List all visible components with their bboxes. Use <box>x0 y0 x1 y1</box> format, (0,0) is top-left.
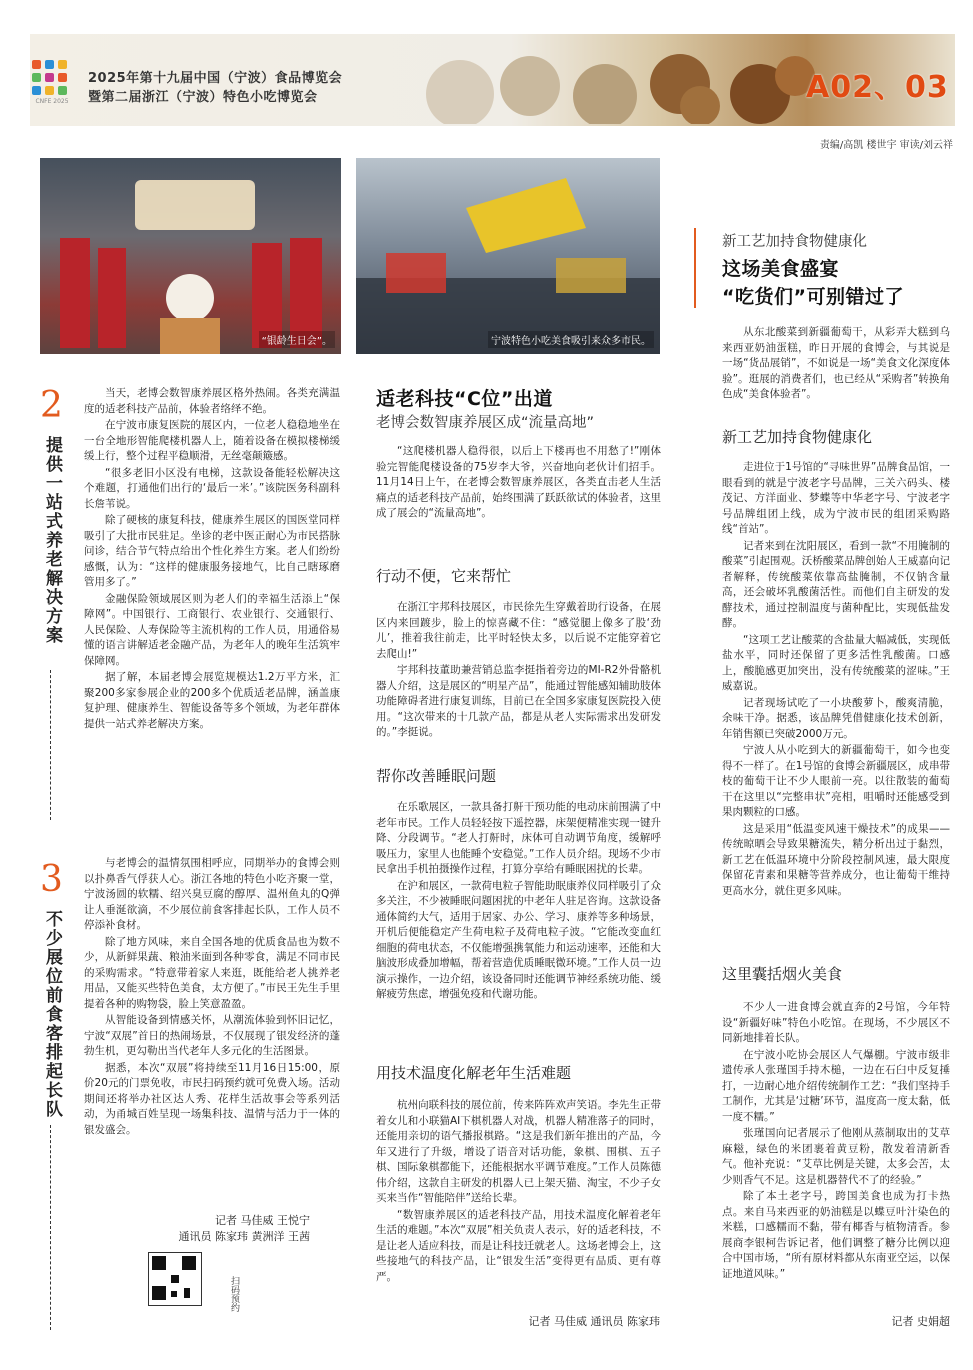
paragraph: “这爬楼机器人稳得很，以后上下楼再也不用愁了!”刚体验完智能爬楼设备的75岁李大爷，兴奋地向老伙计们招手。11月14日上午，在老博会数智康养展区，各类直击老人生活痛点的适老科技产品前，始终围满了跃跃欲试的体验者，这里成了展会的“流量高地”。 <box>376 445 661 519</box>
paragraph: 从智能设备到情感关怀，从潮流体验到怀旧记忆，宁波“双展”首日的热闹场景，不仅展现了银发经济的蓬勃生机，更勾勒出当代老年人多元化的生活图景。 <box>84 1014 340 1057</box>
fair-title-line1: 2025年第十九届中国（宁波）食品博览会 <box>88 71 343 86</box>
paragraph: 在沪和展区，一款荷电粒子智能助眠康养仪同样吸引了众多关注，不少被睡眠问题困扰的中老年人驻足咨询。这款设备通体简约大气，适用于居家、办公、学习、康养等多种场景，开机后便能稳定产生荷电粒子及荷电粒子波。“它能改变血红细胞的荷电状态，不仅能增强携氧能力和运动速率，还能和大脑波形成叠加增幅，帮着营造优质睡眠微环境。”工作人员一边演示操作，一边介绍，该设备同时还能调节神经系统功能、缓解疲劳焦虑，增强免疫和代谢功能。 <box>376 879 661 1000</box>
birthday-scene-graphic <box>40 158 341 354</box>
paragraph: 除了硬核的康复科技，健康养生展区的国医堂同样吸引了大批市民驻足。坐诊的老中医正耐心为市民搭脉问诊，结合节气特点给出个性化养生方案。老人们纷纷感慨，认为：“这样的健康服务接地气，比自己瞎琢磨管用多了。” <box>84 514 340 588</box>
expo-logo <box>32 60 68 96</box>
middle-body-2 <box>376 800 661 1004</box>
right-headline-line1: 这场美食盛宴 <box>722 258 840 280</box>
paragraph: 不少人一进食博会就直奔的2号馆，今年特设“新疆好味”特色小吃馆。在现场，不少展区不同新地排着长队。 <box>722 1001 950 1044</box>
right-subhead-1: 新工艺加持食物健康化 <box>722 428 873 446</box>
middle-subhead-1: 行动不便，它来帮忙 <box>376 567 512 585</box>
paragraph: 当天，老博会数智康养展区格外热闹。各类充满温度的适老科技产品前，体验者络绎不绝。 <box>84 387 340 415</box>
staff-credits: 责编/高凯 楼世宇 审读/刘云祥 <box>819 140 953 151</box>
right-lead <box>722 325 950 404</box>
paragraph: 杭州向联科技的展位前，传来阵阵欢声笑语。李先生正带着女儿和小联猫AI下棋机器人对战，机器人精准落子的同时，还能用亲切的语气播报棋路。“这是我们新年推出的产品，今年又进行了升级，增设了语音对话功能，象棋、围棋、五子棋、国际象棋都能下，还能根据水平调节难度。”工作人员陈德伟介绍，这款自主研发的机器人已上架天猫、淘宝，不少子女买来当作“智能陪伴”送给长辈。 <box>376 1099 661 1204</box>
paragraph: 在浙江宇邦科技展区，市民徐先生穿戴着助行设备，在展区内来回踱步，脸上的惊喜藏不住：“感觉腿上像多了股‘劲儿’，推着我往前走，比平时轻快太多，以后说不定能穿着它去爬山!” <box>376 601 661 660</box>
section3-number: 3 <box>40 859 63 900</box>
paragraph: 这是采用“低温变风速干燥技术”的成果——传统晾晒会导致果糖流失，精分析出过于黏烈，新工艺在低温环境中分阶段控制风速，最大限度保留花青素和果糖等营养成分，也让葡萄干维持更高水分，就住更多风味。 <box>722 822 950 897</box>
middle-subhead-3: 用技术温度化解老年生活难题 <box>376 1064 572 1082</box>
paragraph: 在乐歌展区，一款具备打鼾干预功能的电动床前围满了中老年市民。工作人员轻轻按下遥控器，床架便精准实现一键升降、分段调节。“老人打鼾时，床体可自动调节角度，缓解呼吸压力，家里人也能睡个安稳觉。”工作人员介绍。现场不少市民拿出手机拍摄操作过程，打算分享给有睡眠困扰的长辈。 <box>376 801 661 875</box>
section2-title: 提供一站式养老解决方案 <box>42 436 62 645</box>
paragraph: 除了本土老字号，跨国美食也成为打卡热点。来自马来西亚的奶油糕是以蝶豆叶汁染色的米糕，口感糯而不黏，带有椰香与植物清香。参展商李银柯告诉记者，他们调整了糖分比例以迎合中国市场，“所有原材料都从东南亚空运，以保证地道风味。” <box>722 1190 950 1280</box>
right-kicker: 新工艺加持食物健康化 <box>722 234 867 250</box>
right-byline: 记者 史娟超 <box>891 1315 950 1328</box>
paragraph: 在宁波小吃协会展区人气爆棚。宁波市级非遗传承人张瑾国手持木槌，一边在石臼中反复捶打，一边耐心地介绍传统制作工艺：“我们坚持手工制作，尤其是‘过糖’环节，温度高一度太黏，低一度不糯。” <box>722 1048 950 1123</box>
paragraph: “很多老旧小区没有电梯，这款设备能轻松解决这个难题，打通他们出行的‘最后一米’。”该院医务科副科长詹苇说。 <box>84 466 340 510</box>
middle-subhead-2: 帮你改善睡眠问题 <box>376 767 497 785</box>
paragraph: 从东北酸菜到新疆葡萄干，从彩弄大糕到乌来西亚奶油蛋糕，昨日开展的食博会，与其说是一场“货品展销”，不如说是一场“美食文化深度体验”。逛展的消费者们，也已经从“采购者”转换角色成“美食体验者”。 <box>722 326 950 400</box>
paragraph: 宇邦科技董助兼营销总监李挺指着旁边的MI-R2外骨骼机器人介绍，这是展区的“明星产品”，能通过智能感知辅助肢体功能障碍者进行康复训练，目前已在全国多家康复医院投入使用。“这次带来的十几款产品，都是从老人实际需求出发研发的。”李挺说。 <box>376 664 661 738</box>
fair-title-line2: 暨第二届浙江（宁波）特色小吃博览会 <box>88 90 318 105</box>
paragraph: 据了解，本届老博会展览规模达1.2万平方米，汇聚200多家参展企业的200多个优质适老品牌，涵盖康复护理、健康养生、智能设备等多个领域，为老年群体提供一站式养老解决方案。 <box>84 671 340 730</box>
page-number: A02、03 <box>806 70 949 105</box>
photo-birthday-party <box>40 158 341 354</box>
middle-intro <box>376 444 661 523</box>
section3-byline-reporters: 记者 马佳威 王悦宁 <box>215 1214 310 1227</box>
section2-dashed-rule <box>50 670 51 820</box>
paragraph: 记者现场试吃了一小块酸萝卜，酸爽清脆，余味干净。据悉，该品牌凭借健康化技术创新，年销售额已突破2000万元。 <box>722 696 950 740</box>
paragraph: 张瑾国向记者展示了他刚从蒸制取出的艾草麻糍，绿色的米团裹着黄豆粉，散发着清新香气。他补充说：“艾草比例是关键，太多会苦，太少则香气不足。这是机器替代不了的经验。” <box>722 1127 950 1186</box>
middle-headline: 适老科技“C位”出道 <box>376 388 553 410</box>
paragraph: 除了地方风味，来自全国各地的优质食品也为数不少，从新鲜果蔬、粮油米面到各种零食，满足不同市民的采购需求。“特意带着家人来逛，既能给老人挑养老用品，又能买些特色美食，太方便了。”市民王先生手里提着各种的购物袋，脸上笑意盈盈。 <box>84 935 340 1010</box>
right-headline-line2: “吃货们”可别错过了 <box>722 286 904 308</box>
paragraph: 宁波人从小吃到大的新疆葡萄干，如今也变得不一样了。在1号馆的食博会新疆展区，成串带枝的葡萄干让不少人眼前一亮。以往散装的葡萄干在这里以“完整串状”亮相，咀嚼时还能感受到果肉颗粒的口感。 <box>722 744 950 818</box>
section3-body <box>84 856 340 1139</box>
paragraph: 与老博会的温情氛围相呼应，同期举办的食博会则以扑鼻香气俘获人心。浙江各地的特色小吃齐聚一堂，宁波汤圆的软糯、绍兴臭豆腐的醇厚、温州鱼丸的Q弹让人垂涎欲滴，不少展位前食客排起长队，工作人员不停添补食材。 <box>84 857 340 931</box>
food-decoration-image <box>400 36 820 124</box>
paragraph: 走进位于1号馆的“寻味世界”品牌食品馆，一眼看到的就是宁波老字号品牌，三关六码头、楼茂记、方洋面业、梦蝶等中华老字号、宁波老字号品牌组团上线，成为宁波市民的组团采购路线“首站”。 <box>722 461 950 535</box>
fair-crowd-graphic <box>356 158 660 354</box>
paragraph: 金融保险领域展区则为老人们的幸福生活添上“保障网”。中国银行、工商银行、农业银行、交通银行、人民保险、人寿保险等主流机构的工作人员，用通俗易懂的语言讲解适老金融产品，为老年人的晚年生活筑牢保障网。 <box>84 592 340 667</box>
middle-body-1 <box>376 600 661 742</box>
paragraph: 记者来到在沈阳展区，看到一款“不用腌制的酸菜”引起围观。沃桥酸菜品牌创始人王威嘉向记者解释，传统酸菜依靠高盐腌制，不仅钠含量高，还会破坏乳酸菌活性。而他们自主研发的发酵技术，通过控制温度与菌种配比，实现低盐发酵。 <box>722 539 950 629</box>
paragraph: “数智康养展区的适老科技产品，用技术温度化解着老年生活的难题。”本次“双展”相关负责人表示，好的适老科技，不是让老人适应科技，而是让科技迁就老人。这场老博会上，这些接地气的科技产品，让“银发生活”变得更有品质、更有尊严。 <box>376 1208 661 1283</box>
qr-code[interactable] <box>148 1252 202 1306</box>
photo-food-fair-crowd <box>356 158 660 354</box>
logo-caption: CNFE 2025 <box>35 98 69 105</box>
section3-title: 不少展位前食客排起长队 <box>42 910 62 1119</box>
photo-caption-right: 宁波特色小吃美食吸引来众多市民。 <box>488 331 654 348</box>
qr-label: 扫码预约 <box>229 1276 239 1312</box>
right-subhead-2: 这里囊括烟火美食 <box>722 965 843 983</box>
middle-byline: 记者 马佳威 通讯员 陈家玮 <box>528 1315 660 1328</box>
section3-byline-correspondents: 通讯员 陈家玮 黄洲洋 王茜 <box>178 1230 310 1243</box>
paragraph: 据悉，本次“双展”将持续至11月16日15:00，原价20元的门票免收，市民扫码预约就可免费入场。活动期间还将举办社区达人秀、花样生活故事会等系列活动，为甬城百姓呈现一场集科技、温情与活力于一体的银发盛会。 <box>84 1061 340 1136</box>
section3-dashed-rule <box>50 1125 51 1330</box>
section2-number: 2 <box>40 385 63 426</box>
right-accent-rule <box>694 228 696 308</box>
paragraph: 在宁波市康复医院的展区内，一位老人稳稳地坐在一台全地形智能爬楼机器人上，随着设备在模拟楼梯缓缓上行，整个过程平稳顺滑，无丝毫颠簸感。 <box>84 419 340 462</box>
middle-body-3 <box>376 1098 661 1286</box>
paragraph: “这项工艺让酸菜的含盐量大幅减低，实现低盐水平，同时还保留了更多活性乳酸菌。口感上，酸脆感更加突出，没有传统酸菜的涩味。”王威嘉说。 <box>722 633 950 692</box>
right-body-1 <box>722 460 950 900</box>
section2-body <box>84 386 340 733</box>
middle-subheadline: 老博会数智康养展区成“流量高地” <box>376 415 595 431</box>
photo-caption-left: “银龄生日会”。 <box>259 331 335 348</box>
right-body-2 <box>722 1000 950 1283</box>
